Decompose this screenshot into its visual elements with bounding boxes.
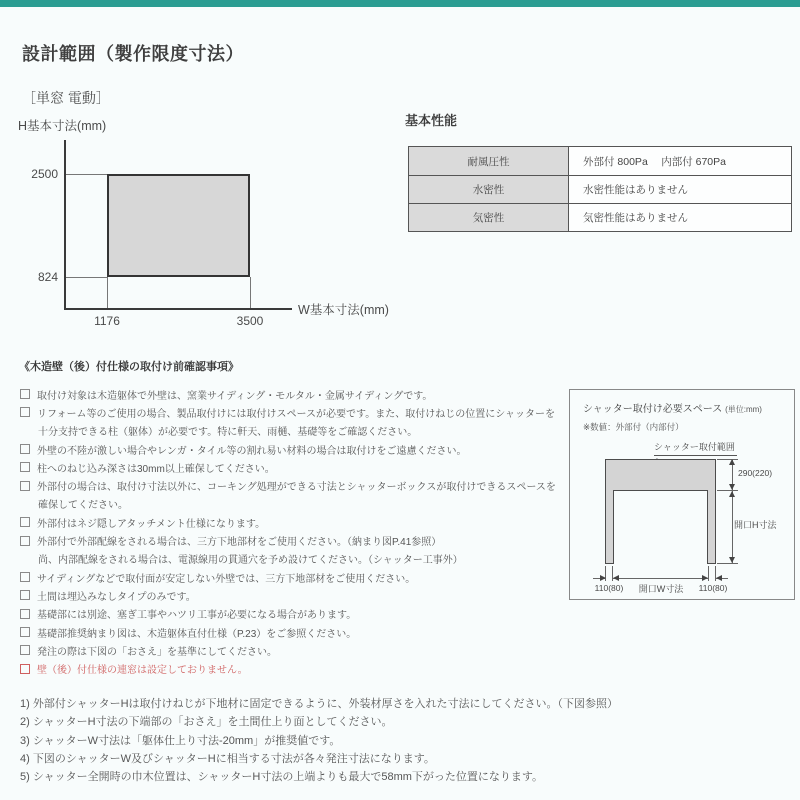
shutter-range-label: シャッター取付範囲 <box>654 440 737 456</box>
opening-area <box>613 490 708 564</box>
footnote: 3) シャッターW寸法は「躯体仕上り寸法-20mm」が推奨値です。 <box>20 734 341 747</box>
checkbox-icon <box>20 481 30 491</box>
dim-label-110-right: 110(80) <box>698 583 728 593</box>
arrow-right-icon <box>702 575 708 581</box>
checklist-text: 基礎部には別途、塞ぎ工事やハツリ工事が必要になる場合があります。 <box>37 610 357 622</box>
checklist-item <box>20 403 576 421</box>
arrow-left-icon <box>716 575 722 581</box>
checklist-text: 発注の際は下図の「おさえ」を基準にしてください。 <box>37 646 277 658</box>
checklist-item <box>20 605 576 623</box>
top-accent-bar <box>0 0 800 7</box>
footnote: 5) シャッター全開時の巾木位置は、シャッターH寸法の上端よりも最大で58mm下がった位置になります。 <box>20 771 544 784</box>
checklist-item <box>20 385 576 403</box>
arrow-up-icon <box>729 491 735 497</box>
diagram-title-text: シャッター取付け必要スペース <box>583 404 723 415</box>
arrow-down-icon <box>729 557 735 563</box>
checklist-item <box>20 623 576 641</box>
arrow-up-icon <box>729 459 735 465</box>
y-tick-824: 824 <box>37 270 58 284</box>
checkbox-icon <box>20 590 30 600</box>
checkbox-icon <box>20 645 30 655</box>
row-value: 気密性能はありません <box>583 212 688 224</box>
footnote: 2) シャッターH寸法の下端部の「おさえ」を土間仕上り面としてください。 <box>20 716 393 729</box>
checklist-item-continued <box>20 495 576 513</box>
table-row <box>409 203 791 231</box>
checklist-text: 外部付の場合は、取付け寸法以外に、コーキング処理ができる寸法とシャッターボックスが取付けできるスペースを <box>37 482 556 494</box>
checklist-item <box>20 513 576 531</box>
diagram-title <box>583 400 762 415</box>
row-label: 気密性 <box>409 204 569 231</box>
checklist-text: 確保してください。 <box>38 500 128 512</box>
checklist-item <box>20 568 576 586</box>
checklist-item-continued <box>20 550 576 568</box>
checkbox-icon <box>20 444 30 454</box>
checklist-text: 柱へのねじ込み深さは30mm以上確保してください。 <box>37 463 275 475</box>
y-axis-label: H基本寸法(mm) <box>18 119 107 133</box>
checkbox-icon <box>20 627 30 637</box>
table-row <box>409 147 791 175</box>
checklist-text: 外壁の不陸が激しい場合やレンガ・タイル等の割れ易い材料の場合は取付けをご遠慮ください。 <box>37 445 467 457</box>
gridline-2500 <box>66 174 107 175</box>
checklist-text: 十分支持できる柱（躯体）が必要です。特に軒天、雨樋、基礎等をご確認ください。 <box>38 427 418 439</box>
checklist-item <box>20 586 576 604</box>
checklist-item <box>20 440 576 458</box>
dim-label-opening-w: 開口W寸法 <box>638 584 684 594</box>
checklist-item-continued <box>20 422 576 440</box>
diagram-note: ※数値：外部付（内部付） <box>583 422 684 432</box>
checklist-text: サイディングなどで取付面が安定しない外壁では、三方下地部材をご使用ください。 <box>37 573 416 585</box>
checklist-text: 土間は埋込みなしタイプのみです。 <box>37 591 196 603</box>
dim-line-opening-h <box>732 491 733 563</box>
x-tick-1176: 1176 <box>94 314 120 328</box>
dim-label-opening-h: 開口H寸法 <box>734 520 777 530</box>
row-value: 水密性能はありません <box>583 184 688 196</box>
checklist <box>20 385 576 678</box>
footnote: 4) 下図のシャッターW及びシャッターHに相当する寸法が各々発注寸法になります。 <box>20 753 435 766</box>
arrow-left-icon <box>613 575 619 581</box>
page-title: 設計範囲（製作限度寸法） <box>22 44 244 64</box>
checklist-text: リフォーム等のご使用の場合、製品取付けには取付けスペースが必要です。また、取付けねじの位置にシャッターを <box>37 408 555 420</box>
footnotes <box>20 694 680 785</box>
checklist-text: 外部付はネジ隠しアタッチメント仕様になります。 <box>37 518 266 530</box>
checklist-text: 尚、内部配線をされる場合は、電源線用の貫通穴を予め設けてください。（シャッター工事外） <box>38 555 463 567</box>
performance-heading: 基本性能 <box>405 113 458 128</box>
checkbox-icon <box>20 517 30 527</box>
y-axis-line <box>64 140 66 310</box>
table-row <box>409 175 791 203</box>
checklist-text: 取付け対象は木造躯体で外壁は、窯業サイディング・モルタル・金属サイディングです。 <box>37 390 433 402</box>
gridline-3500 <box>250 277 251 308</box>
checklist-item <box>20 458 576 476</box>
ext-line <box>708 566 709 581</box>
gridline-1176 <box>107 277 108 308</box>
arrow-down-icon <box>729 484 735 490</box>
row-value: 外部付 800Pa 内部付 670Pa <box>583 155 726 168</box>
checklist-item <box>20 531 576 549</box>
design-range-area <box>107 174 250 277</box>
checklist-text: 基礎部推奨納まり図は、木造躯体直付仕様（P.23）をご参照ください。 <box>37 628 357 640</box>
footnote: 1) 外部付シャッターHは取付けねじが下地材に固定できるように、外装材厚さを入れた寸法にしてください。（下図参照） <box>20 698 619 711</box>
gridline-824 <box>66 277 107 278</box>
checkbox-icon <box>20 536 30 546</box>
row-label: 水密性 <box>409 176 569 203</box>
checkbox-icon <box>20 609 30 619</box>
y-tick-2500: 2500 <box>31 167 58 181</box>
checkbox-icon <box>20 572 30 582</box>
dim-line-opening-w <box>613 578 708 579</box>
checklist-item <box>20 641 576 659</box>
performance-table <box>408 146 792 232</box>
x-axis-label: W基本寸法(mm) <box>298 303 389 317</box>
ext-line <box>717 563 738 564</box>
x-axis-line <box>64 308 292 310</box>
x-tick-3500: 3500 <box>236 314 264 328</box>
arrow-right-icon <box>600 575 606 581</box>
checklist-heading: 《木造壁（後）付仕様の取付け前確認事項》 <box>19 361 239 373</box>
page-subtitle: ［単窓 電動］ <box>22 90 110 106</box>
checkbox-icon <box>20 664 30 674</box>
row-label: 耐風圧性 <box>409 147 569 175</box>
checklist-item-warning <box>20 659 576 677</box>
checklist-text: 外部付で外部配線をされる場合は、三方下地部材をご使用ください。（納まり図P.41参照） <box>37 537 442 549</box>
checklist-text: 壁（後）付仕様の連窓は設定しておりません。 <box>37 665 248 677</box>
dim-label-110-left: 110(80) <box>594 583 624 593</box>
checkbox-icon <box>20 389 30 399</box>
mounting-space-diagram <box>569 389 795 600</box>
dim-label-290: 290(220) <box>738 468 773 478</box>
checkbox-icon <box>20 407 30 417</box>
checklist-item <box>20 476 576 494</box>
checkbox-icon <box>20 462 30 472</box>
diagram-unit: (単位:mm) <box>725 405 762 414</box>
